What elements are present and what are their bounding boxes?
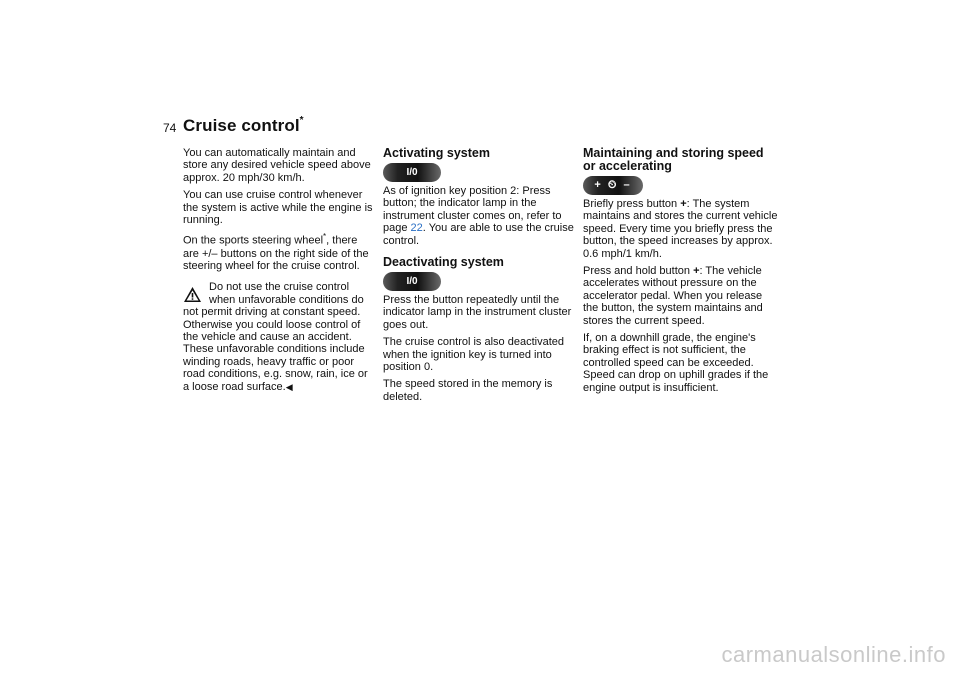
maintaining-paragraph-3: If, on a downhill grade, the engine's braking effect is not sufficient, the controlled speed can be exceeded. Speed can drop on uphill grades if the engine output is insufficient. xyxy=(583,332,769,394)
page-title xyxy=(183,116,304,136)
intro-paragraph-2: You can use cruise control whenever the system is active while the engine is running. xyxy=(183,189,373,227)
on-off-button-icon: I/0 xyxy=(383,163,441,182)
optional-equipment-mark: * xyxy=(323,232,327,242)
plus-symbol: + xyxy=(680,198,687,210)
end-of-section-mark: ◀ xyxy=(285,381,293,392)
column-activating xyxy=(383,147,579,408)
column-intro xyxy=(183,147,373,393)
deactivating-paragraph-1: Press the button repeatedly until the indicator lamp in the instrument cluster goes out. xyxy=(383,294,572,331)
maintaining-paragraph-1: Briefly press button +: The system maintains and stores the current vehicle speed. Every time you briefly press the button, the speed increases by approx. 0.6 mph/1 km/h. xyxy=(583,198,778,260)
deactivating-paragraph-3: The speed stored in the memory is deleted. xyxy=(383,378,553,403)
intro-paragraph-1: You can automatically maintain and store any desired vehicle speed above approx. 20 mph/30 km/h. xyxy=(183,147,371,184)
maintaining-paragraph-2: Press and hold button +: The vehicle accelerates without pressure on the accelerator pedal. When you release the button, the system maintains and stores the current speed. xyxy=(583,265,763,327)
heading-maintaining-line-1: Maintaining and storing speed xyxy=(583,146,764,160)
title-text: Cruise control xyxy=(183,116,300,135)
heading-maintaining-line-2: or accelerating xyxy=(583,159,672,173)
plus-minus-cruise-button-icon: + ⏲ – xyxy=(583,176,643,195)
warning-text-first: Do not use the cruise control when unfavorable conditions do xyxy=(209,281,364,306)
warning-icon xyxy=(183,286,202,303)
heading-activating-system: Activating system xyxy=(383,146,490,160)
watermark: carmanualsonline.info xyxy=(721,642,946,667)
optional-equipment-mark: * xyxy=(299,115,304,126)
activating-paragraph: As of ignition key position 2: Press button; the indicator lamp in the instrument cluster comes on, refer to page 22. You are able to use the cruise control. xyxy=(383,185,574,247)
heading-deactivating-system: Deactivating system xyxy=(383,255,504,270)
plus-symbol: + xyxy=(693,265,700,278)
warning-note xyxy=(183,281,373,393)
page-reference-link[interactable]: 22 xyxy=(410,222,423,235)
deactivating-paragraph-2: The cruise control is also deactivated when the ignition key is turned into position 0. xyxy=(383,336,564,374)
warning-text-rest: not permit driving at constant speed. Otherwise you could loose control of the vehicle and cause an accident. These unfavorable conditions include winding roads, heavy traffic or poor road conditions, e.g. snow, rain, ice or a loose road surface.◀ xyxy=(183,306,368,393)
column-maintaining xyxy=(583,147,779,399)
on-off-button-icon: I/0 xyxy=(383,272,441,291)
page-number: 74 xyxy=(163,121,177,135)
intro-paragraph-3: On the sports steering wheel*, there are +/– buttons on the right side of the steering wheel for the cruise control. xyxy=(183,232,369,272)
